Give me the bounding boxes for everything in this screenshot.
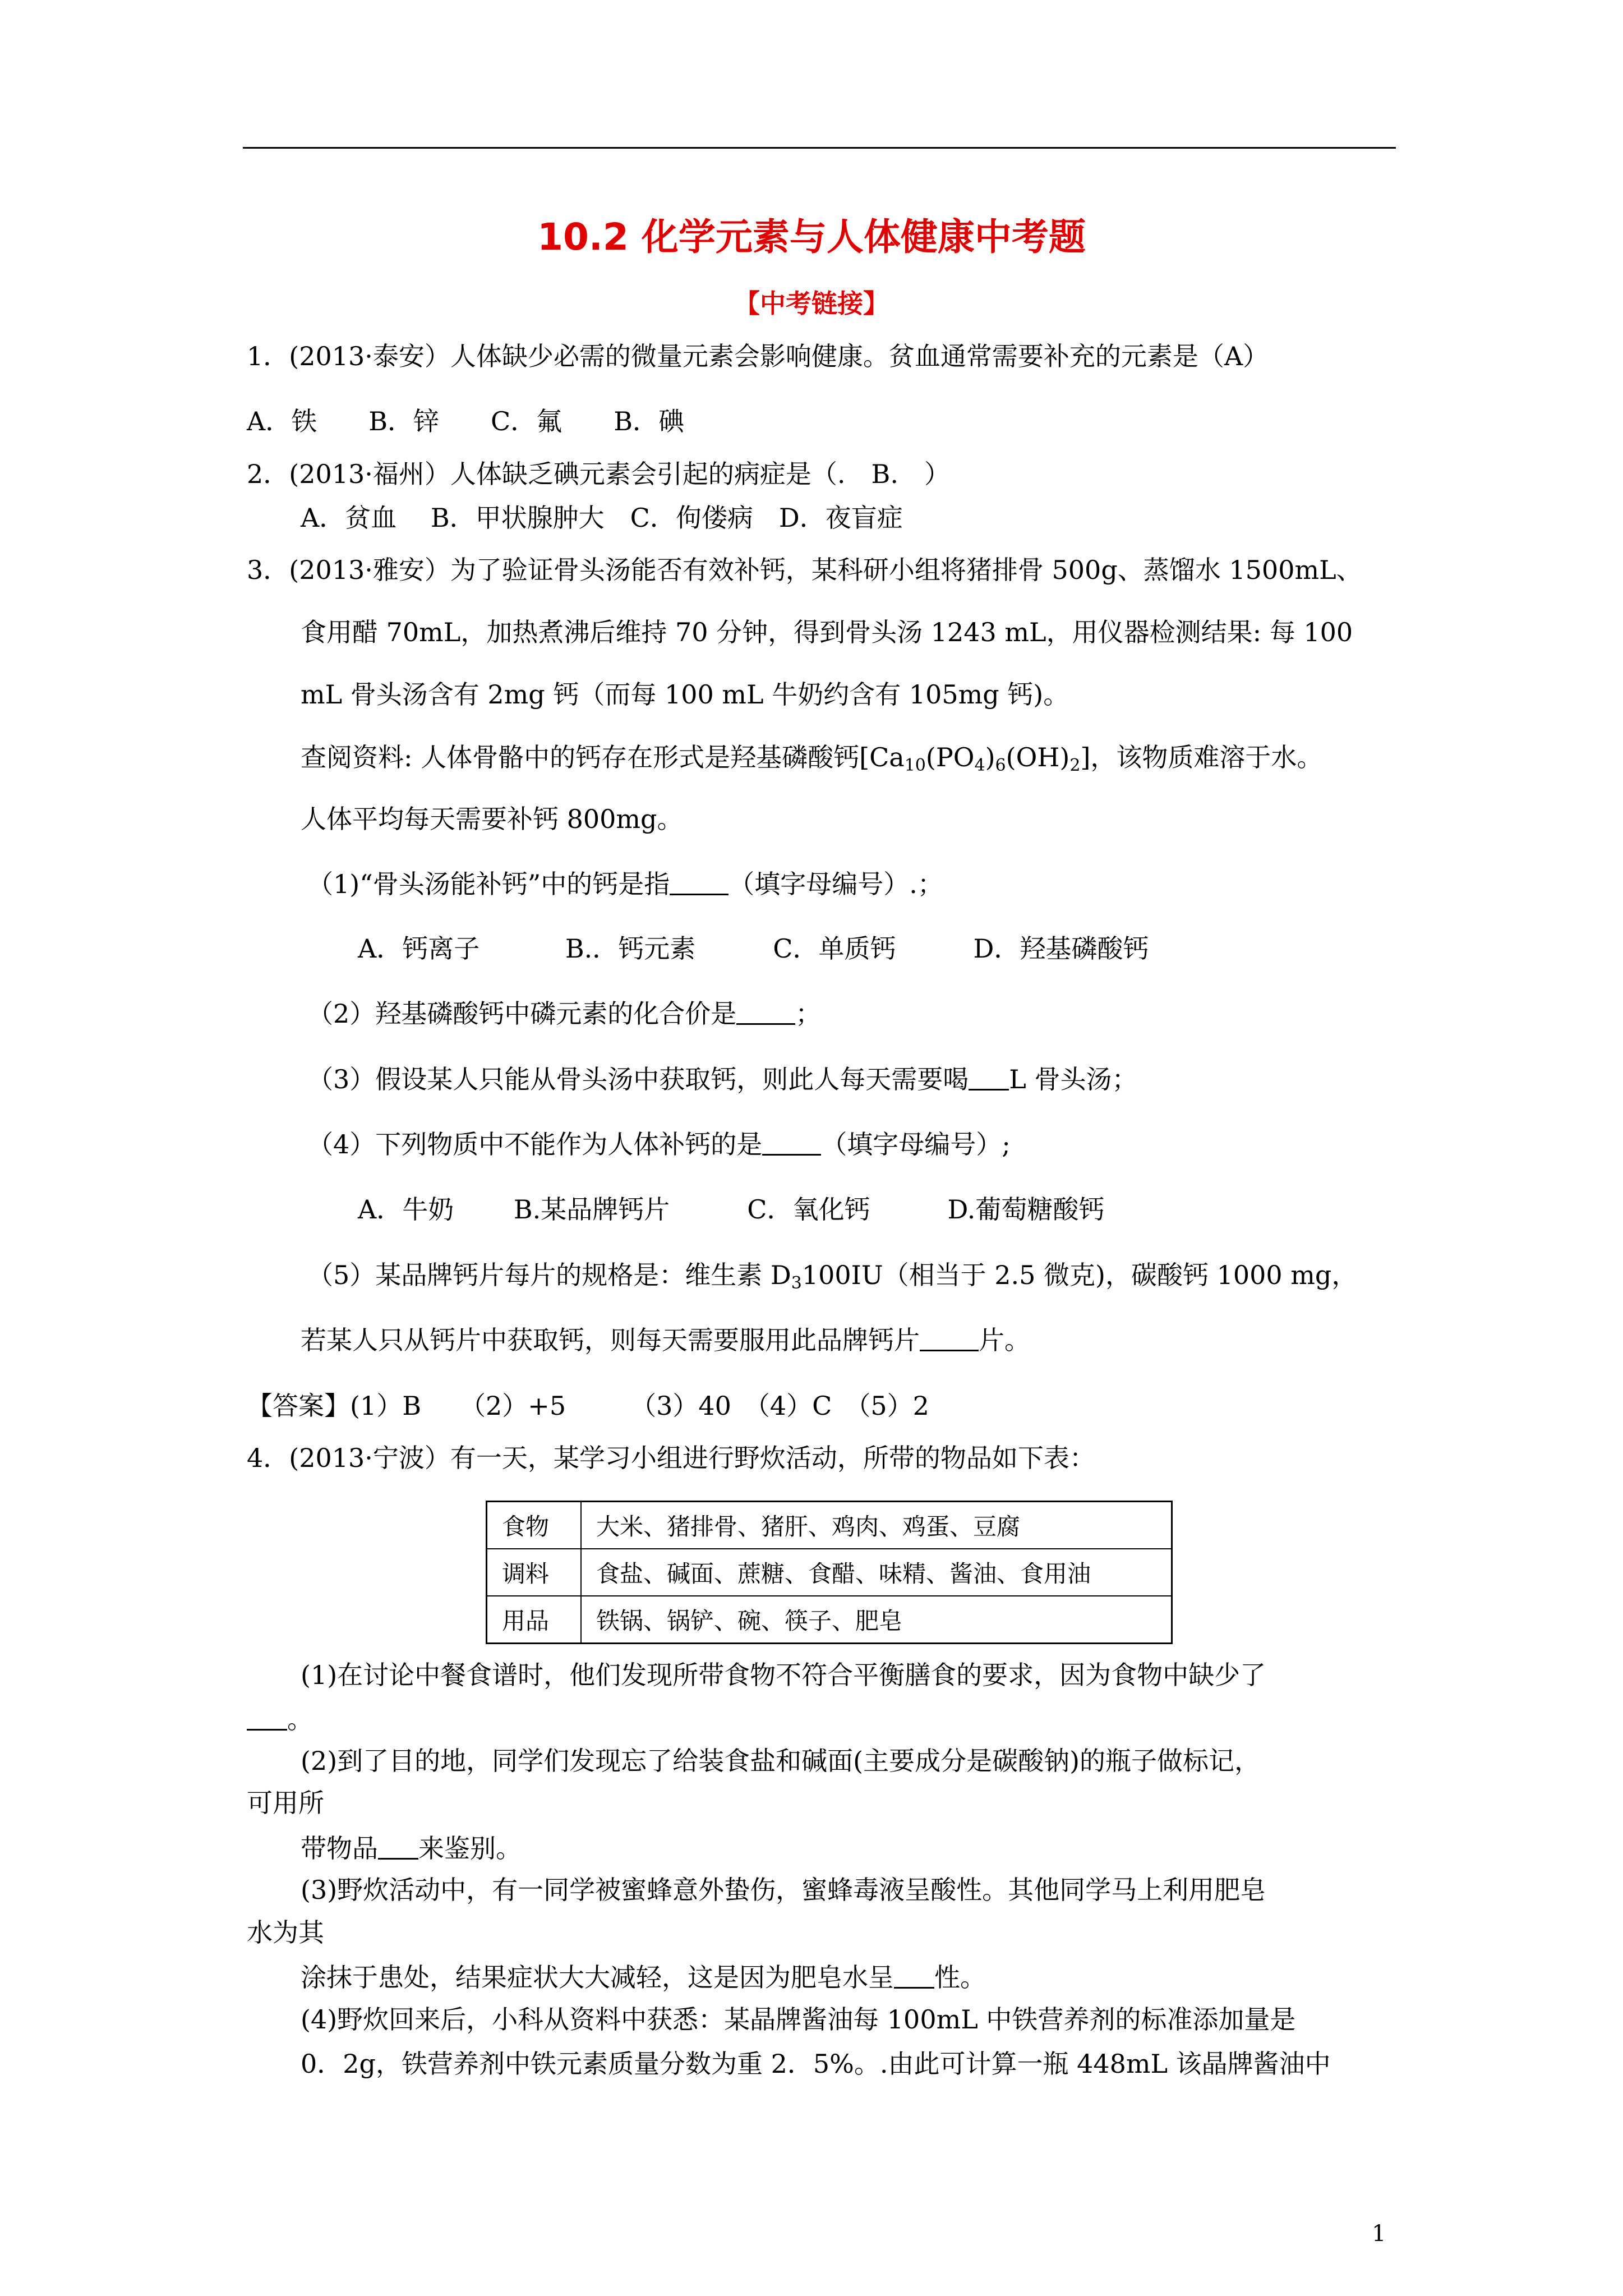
question-2-options: A．贫血 B．甲状腺肿大 C．佝偻病 D．夜盲症: [301, 503, 903, 533]
text-segment: ；: [795, 999, 822, 1029]
sub-question-3: [307, 1066, 1137, 1092]
sub-question-4: [307, 1131, 1011, 1157]
subscript: 3: [791, 1273, 802, 1293]
text-segment: 若某人只从钙片中获取钙，则每天需要服用此品牌钙片: [301, 1325, 920, 1355]
answer-blank: [247, 1706, 287, 1731]
text-segment: (PO: [925, 742, 975, 772]
question-4: 4．(2013·宁波）有一天，某学习小组进行野炊活动，所带的物品如下表：: [247, 1443, 1095, 1473]
answer-blank: [762, 1131, 821, 1156]
text-segment: 片。: [979, 1325, 1030, 1355]
table-row: [487, 1502, 1172, 1549]
text-segment: 性。: [934, 1962, 986, 1993]
answer-blank: [969, 1066, 1009, 1091]
subscript: 2: [1069, 756, 1081, 775]
table-row-items: 食盐、碱面、蔗糖、食醋、味精、酱油、食用油: [581, 1549, 1172, 1596]
question-3-line-1: 3．(2013·雅安）为了验证骨头汤能否有效补钙，某科研小组将猪排骨 500g、蒸馏水 1500mL、: [247, 555, 1362, 585]
table-row: [487, 1596, 1172, 1644]
table-row-label: 食物: [487, 1502, 582, 1549]
question-3-line-4: [301, 744, 1322, 774]
page-number: 1: [1372, 2221, 1386, 2247]
answer-blank: [670, 871, 728, 895]
question-4-part-3-line-3: [301, 1962, 986, 1993]
sub-question-2: [307, 1001, 821, 1027]
section-heading: 【中考链接】: [734, 288, 889, 319]
sub-question-1-options: A．钙离子 B.．钙元素 C．单质钙 D．羟基磷酸钙: [358, 933, 1149, 964]
page-title: 10.2 化学元素与人体健康中考题: [537, 215, 1086, 259]
subscript: 6: [995, 756, 1006, 775]
question-3-line-3: mL 骨头汤含有 2mg 钙（而每 100 mL 牛奶约含有 105mg 钙)。: [301, 679, 1069, 710]
text-segment: 查阅资料: 人体骨骼中的钙存在形式是羟基磷酸钙[Ca: [301, 742, 905, 772]
text-segment: （5）某品牌钙片每片的规格是：维生素 D: [307, 1260, 791, 1290]
answer-line: 【答案】(1）B （2）+5 （3）40 （4）C （5）2: [247, 1391, 929, 1421]
text-segment: （2）羟基磷酸钙中磷元素的化合价是: [307, 999, 737, 1029]
table-row-label: 调料: [487, 1549, 582, 1596]
question-4-part-4-line-2: 0．2g，铁营养剂中铁元素质量分数为重 2．5%。.由此可计算一瓶 448mL 该晶牌酱油中: [301, 2049, 1331, 2079]
text-segment: （1)“骨头汤能补钙”中的钙是指: [307, 869, 670, 899]
table-row-label: 用品: [487, 1596, 582, 1644]
question-4-part-4-line-1: (4)野炊回来后，小科从资料中获悉：某晶牌酱油每 100mL 中铁营养剂的标准添加量是: [301, 2004, 1296, 2035]
text-segment: (OH): [1006, 742, 1070, 772]
question-4-part-3-line-1: (3)野炊活动中，有一同学被蜜蜂意外蛰伤，蜜蜂毒液呈酸性。其他同学马上利用肥皂: [301, 1875, 1266, 1905]
items-table: [486, 1501, 1173, 1644]
table-row-items: 铁锅、锅铲、碗、筷子、肥皂: [581, 1596, 1172, 1644]
text-segment: 来鉴别。: [418, 1833, 522, 1864]
text-segment: L 骨头汤；: [1009, 1064, 1138, 1094]
text-segment: （填字母编号）.；: [728, 869, 943, 899]
question-1: 1．(2013·泰安）人体缺少必需的微量元素会影响健康。贫血通常需要补充的元素是（A）: [247, 341, 1269, 371]
text-segment: （3）假设某人只能从骨头汤中获取钙，则此人每天需要喝: [307, 1064, 969, 1094]
answer-blank: [378, 1835, 418, 1860]
question-4-part-3-line-2: 水为其: [247, 1917, 324, 1948]
question-4-part-1-line-1: (1)在讨论中餐食谱时，他们发现所带食物不符合平衡膳食的要求，因为食物中缺少了: [301, 1660, 1266, 1690]
answer-blank: [736, 1001, 795, 1025]
sub-question-4-options: A．牛奶 B.某品牌钙片 C．氧化钙 D.葡萄糖酸钙: [358, 1194, 1105, 1225]
text-segment: 100IU（相当于 2.5 微克)，碳酸钙 1000 mg，: [801, 1260, 1358, 1290]
question-4-part-1-line-2: [247, 1706, 313, 1732]
answer-blank: [894, 1964, 934, 1989]
question-4-part-2-line-1: (2)到了目的地，同学们发现忘了给装食盐和碱面(主要成分是碳酸钠)的瓶子做标记，: [301, 1746, 1261, 1776]
text-segment: 带物品: [301, 1833, 378, 1864]
text-segment: ]，该物质难溶于水。: [1080, 742, 1323, 772]
sub-question-1: [307, 871, 943, 897]
text-segment: （4）下列物质中不能作为人体补钙的是: [307, 1129, 763, 1159]
answer-blank: [920, 1327, 979, 1351]
question-2: 2．(2013·福州）人体缺乏碘元素会引起的病症是（. B. ）: [247, 459, 950, 489]
subscript: 10: [904, 756, 926, 775]
question-3-line-2: 食用醋 70mL，加热煮沸后维持 70 分钟，得到骨头汤 1243 mL，用仪器检测结果: 每 100: [301, 617, 1353, 647]
table-row: [487, 1549, 1172, 1596]
question-4-part-2-line-3: [301, 1833, 522, 1864]
table-row-items: 大米、猪排骨、猪肝、鸡肉、鸡蛋、豆腐: [581, 1502, 1172, 1549]
text-segment: 。: [287, 1704, 313, 1734]
subscript: 4: [974, 756, 985, 775]
sub-question-5-line-1: [307, 1262, 1357, 1292]
text-segment: （填字母编号）;: [821, 1129, 1011, 1159]
question-1-options: A．铁 B．锌 C．氟 B．碘: [247, 406, 685, 436]
header-rule: [243, 147, 1396, 149]
sub-question-5-line-2: [301, 1327, 1030, 1353]
question-4-part-2-line-2: 可用所: [247, 1788, 324, 1818]
text-segment: ): [985, 742, 995, 772]
text-segment: 涂抹于患处，结果症状大大减轻，这是因为肥皂水呈: [301, 1962, 894, 1993]
question-3-line-5: 人体平均每天需要补钙 800mg。: [301, 804, 683, 834]
